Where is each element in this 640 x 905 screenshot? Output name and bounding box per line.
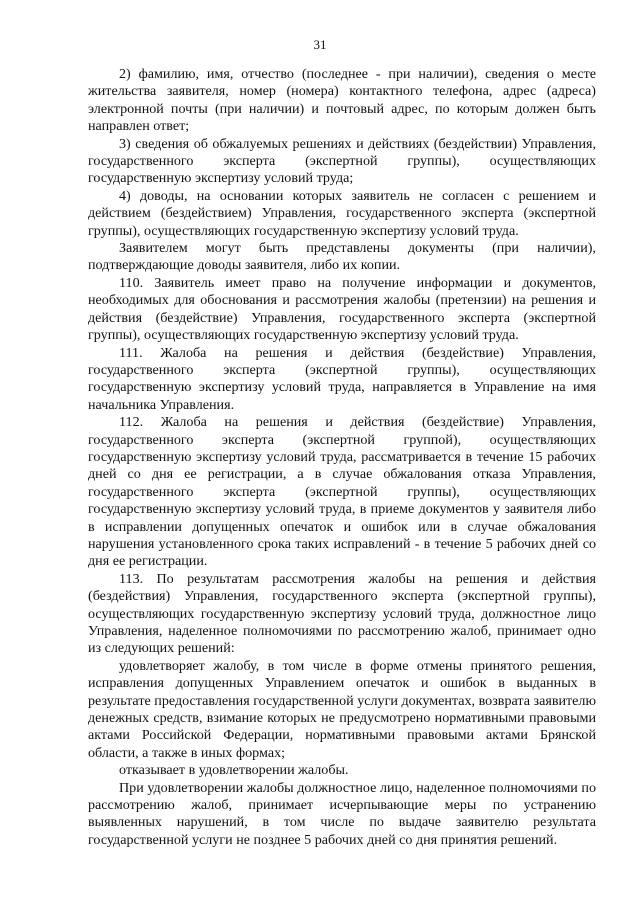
page-number: 31: [313, 37, 327, 52]
paragraph-110: 110. Заявитель имеет право на получение информации и документов, необходимых для обоснования и рассмотрения жалобы (претензии) на решения и действия (бездействие) Управления, государственного эксперта (экспертной группы), осуществляющих государственную экспертизу условий труда.: [88, 274, 596, 344]
paragraph-113: 113. По результатам рассмотрения жалобы на решения и действия (бездействия) Управления, государственного эксперта (экспертной группы), осуществляющих государственную экспертизу условий труда, должностное лицо Управления, наделенное полномочиями по рассмотрению жалоб, принимает одно из следующих решений:: [88, 570, 596, 657]
paragraph-satisfy-complaint: удовлетворяет жалобу, в том числе в форме отмены принятого решения, исправления допущенных Управлением опечаток и ошибок в выданных в результате предоставления государственной услуги документах, возврата заявителю денежных средств, взимание которых не предусмотрено нормативными правовыми актами Российской Федерации, нормативными правовыми актами Брянской области, а также в иных формах;: [88, 657, 596, 761]
paragraph-112: 112. Жалоба на решения и действия (бездействие) Управления, государственного эксперта (экспертной группой), осуществляющих государственную экспертизу условий труда, рассматривается в течение 15 рабочих дней со дня ее регистрации, а в случае обжалования отказа Управления, государственного эксперта (экспертной группы), осуществляющих государственную экспертизу условий труда, в приеме документов у заявителя либо в исправлении допущенных опечаток и ошибок или в случае обжалования нарушения установленного срока таких исправлений - в течение 5 рабочих дней со дня ее регистрации.: [88, 414, 596, 570]
paragraph-item-3: 3) сведения об обжалуемых решениях и действиях (бездействии) Управления, государственного эксперта (экспертной группы), осуществляющих государственную экспертизу условий труда;: [88, 135, 596, 187]
paragraph-supporting-documents: Заявителем могут быть представлены документы (при наличии), подтверждающие доводы заявителя, либо их копии.: [88, 240, 596, 274]
paragraph-111: 111. Жалоба на решения и действия (бездействие) Управления, государственного эксперта (экспертной группы), осуществляющих государственную экспертизу условий труда, направляется в Управление на имя начальника Управления.: [88, 344, 596, 413]
paragraph-item-4: 4) доводы, на основании которых заявитель не согласен с решением и действием (бездействием) Управления, государственного эксперта (экспертной группы), осуществляющих государственную экспертизу условий труда.: [88, 187, 596, 239]
paragraph-remedy-measures: При удовлетворении жалобы должностное лицо, наделенное полномочиями по рассмотрению жалоб, принимает исчерпывающие меры по устранению выявленных нарушений, в том числе по выдаче заявителю результата государственной услуги не позднее 5 рабочих дней со дня принятия решений.: [88, 779, 596, 848]
paragraph-item-2: 2) фамилию, имя, отчество (последнее - при наличии), сведения о месте жительства заявителя, номер (номера) контактного телефона, адрес (адреса) электронной почты (при наличии) и почтовый адрес, по которым должен быть направлен ответ;: [88, 66, 596, 135]
paragraph-reject-complaint: отказывает в удовлетворении жалобы.: [119, 762, 349, 779]
page-body: [88, 66, 596, 849]
